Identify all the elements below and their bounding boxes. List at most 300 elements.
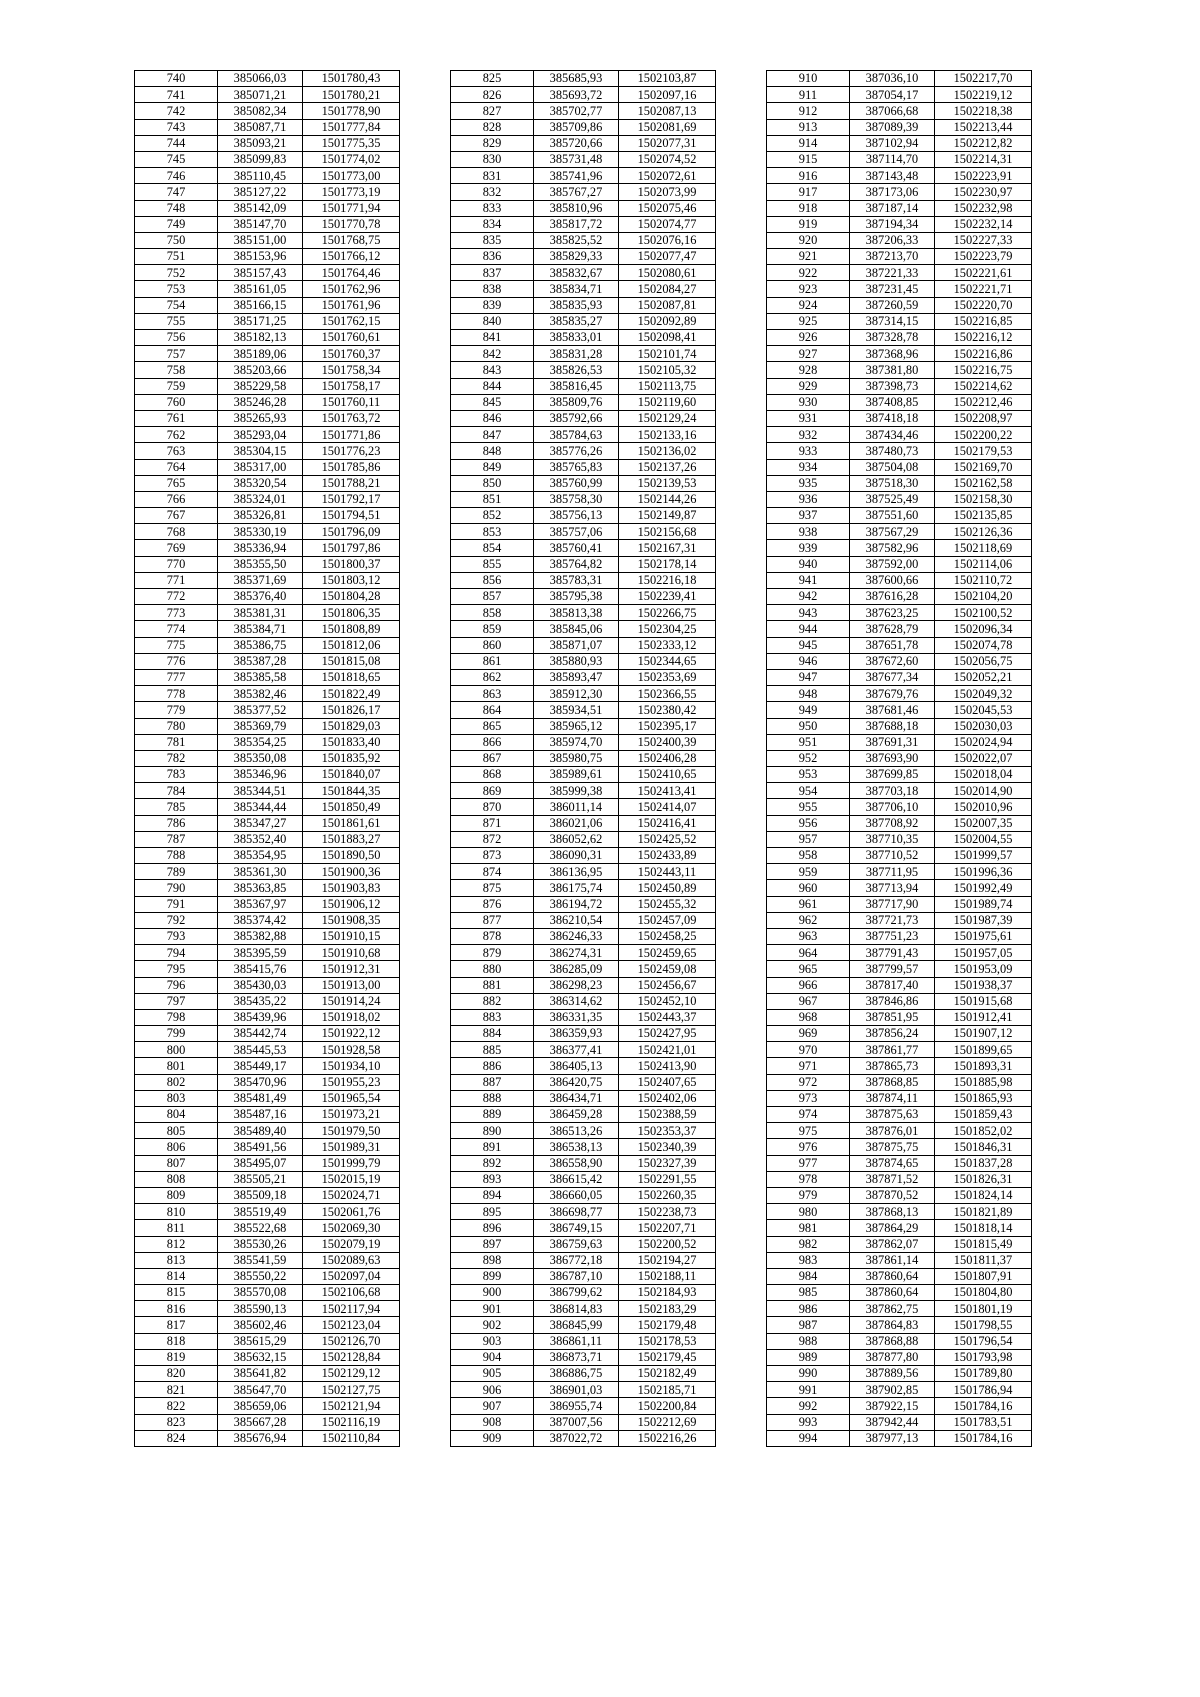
point-number-cell: 757 [135, 346, 218, 362]
table-row [767, 1236, 1032, 1252]
point-number-cell: 861 [451, 653, 534, 669]
x-coordinate-cell: 387022,72 [534, 1430, 619, 1446]
table-row [451, 443, 716, 459]
x-coordinate-cell: 387368,96 [850, 346, 935, 362]
point-number-cell: 979 [767, 1187, 850, 1203]
point-number-cell: 911 [767, 87, 850, 103]
point-number-cell: 786 [135, 815, 218, 831]
x-coordinate-cell: 385445,53 [218, 1042, 303, 1058]
x-coordinate-cell: 387114,70 [850, 151, 935, 167]
table-row [451, 87, 716, 103]
x-coordinate-cell: 387187,14 [850, 200, 935, 216]
x-coordinate-cell: 387871,52 [850, 1171, 935, 1187]
table-row [135, 459, 400, 475]
x-coordinate-cell: 385382,88 [218, 928, 303, 944]
table-row [451, 1123, 716, 1139]
y-coordinate-cell: 1501812,06 [303, 637, 400, 653]
point-number-cell: 823 [135, 1414, 218, 1430]
point-number-cell: 879 [451, 945, 534, 961]
table-row [767, 378, 1032, 394]
table-row [451, 815, 716, 831]
y-coordinate-cell: 1502327,39 [619, 1155, 716, 1171]
point-number-cell: 854 [451, 540, 534, 556]
point-number-cell: 785 [135, 799, 218, 815]
coordinate-table-body [767, 71, 1032, 1447]
point-number-cell: 868 [451, 767, 534, 783]
y-coordinate-cell: 1502169,70 [935, 459, 1032, 475]
point-number-cell: 818 [135, 1333, 218, 1349]
point-number-cell: 847 [451, 427, 534, 443]
point-number-cell: 924 [767, 297, 850, 313]
y-coordinate-cell: 1501928,58 [303, 1042, 400, 1058]
x-coordinate-cell: 387213,70 [850, 249, 935, 265]
point-number-cell: 753 [135, 281, 218, 297]
x-coordinate-cell: 385442,74 [218, 1026, 303, 1042]
point-number-cell: 857 [451, 589, 534, 605]
y-coordinate-cell: 1502340,39 [619, 1139, 716, 1155]
y-coordinate-cell: 1501804,28 [303, 589, 400, 605]
point-number-cell: 751 [135, 249, 218, 265]
table-row [767, 669, 1032, 685]
x-coordinate-cell: 387710,35 [850, 831, 935, 847]
x-coordinate-cell: 387699,85 [850, 767, 935, 783]
table-row [135, 216, 400, 232]
y-coordinate-cell: 1501821,89 [935, 1204, 1032, 1220]
x-coordinate-cell: 385641,82 [218, 1366, 303, 1382]
table-row [767, 330, 1032, 346]
x-coordinate-cell: 385632,15 [218, 1349, 303, 1365]
point-number-cell: 907 [451, 1398, 534, 1414]
x-coordinate-cell: 386314,62 [534, 993, 619, 1009]
y-coordinate-cell: 1501786,94 [935, 1382, 1032, 1398]
x-coordinate-cell: 387504,08 [850, 459, 935, 475]
x-coordinate-cell: 386660,05 [534, 1187, 619, 1203]
table-row [767, 216, 1032, 232]
point-number-cell: 931 [767, 410, 850, 426]
table-row [135, 1123, 400, 1139]
x-coordinate-cell: 385171,25 [218, 313, 303, 329]
point-number-cell: 947 [767, 669, 850, 685]
table-row [767, 767, 1032, 783]
table-row [135, 281, 400, 297]
point-number-cell: 897 [451, 1236, 534, 1252]
y-coordinate-cell: 1502223,79 [935, 249, 1032, 265]
y-coordinate-cell: 1501883,27 [303, 831, 400, 847]
y-coordinate-cell: 1501771,86 [303, 427, 400, 443]
point-number-cell: 878 [451, 928, 534, 944]
point-number-cell: 909 [451, 1430, 534, 1446]
y-coordinate-cell: 1501907,12 [935, 1026, 1032, 1042]
point-number-cell: 797 [135, 993, 218, 1009]
y-coordinate-cell: 1501912,31 [303, 961, 400, 977]
x-coordinate-cell: 387889,56 [850, 1366, 935, 1382]
y-coordinate-cell: 1502144,26 [619, 491, 716, 507]
point-number-cell: 981 [767, 1220, 850, 1236]
y-coordinate-cell: 1501806,35 [303, 605, 400, 621]
y-coordinate-cell: 1501908,35 [303, 912, 400, 928]
x-coordinate-cell: 387865,73 [850, 1058, 935, 1074]
y-coordinate-cell: 1502333,12 [619, 637, 716, 653]
point-number-cell: 769 [135, 540, 218, 556]
x-coordinate-cell: 385795,38 [534, 589, 619, 605]
table-row [451, 993, 716, 1009]
y-coordinate-cell: 1502182,49 [619, 1366, 716, 1382]
y-coordinate-cell: 1501893,31 [935, 1058, 1032, 1074]
y-coordinate-cell: 1502380,42 [619, 702, 716, 718]
table-row [767, 524, 1032, 540]
table-row [767, 1366, 1032, 1382]
y-coordinate-cell: 1502007,35 [935, 815, 1032, 831]
table-row [135, 589, 400, 605]
x-coordinate-cell: 385541,59 [218, 1252, 303, 1268]
x-coordinate-cell: 385974,70 [534, 734, 619, 750]
y-coordinate-cell: 1502188,11 [619, 1268, 716, 1284]
y-coordinate-cell: 1502074,78 [935, 637, 1032, 653]
table-row [135, 767, 400, 783]
point-number-cell: 841 [451, 330, 534, 346]
y-coordinate-cell: 1502216,18 [619, 572, 716, 588]
point-number-cell: 851 [451, 491, 534, 507]
table-row [135, 718, 400, 734]
x-coordinate-cell: 385792,66 [534, 410, 619, 426]
point-number-cell: 768 [135, 524, 218, 540]
x-coordinate-cell: 386558,90 [534, 1155, 619, 1171]
table-row [135, 1171, 400, 1187]
table-row [135, 103, 400, 119]
y-coordinate-cell: 1501796,54 [935, 1333, 1032, 1349]
point-number-cell: 939 [767, 540, 850, 556]
x-coordinate-cell: 386772,18 [534, 1252, 619, 1268]
x-coordinate-cell: 386845,99 [534, 1317, 619, 1333]
y-coordinate-cell: 1502104,20 [935, 589, 1032, 605]
table-row [767, 297, 1032, 313]
y-coordinate-cell: 1501760,61 [303, 330, 400, 346]
y-coordinate-cell: 1501773,19 [303, 184, 400, 200]
point-number-cell: 990 [767, 1366, 850, 1382]
x-coordinate-cell: 385374,42 [218, 912, 303, 928]
y-coordinate-cell: 1502010,96 [935, 799, 1032, 815]
point-number-cell: 942 [767, 589, 850, 605]
x-coordinate-cell: 385509,18 [218, 1187, 303, 1203]
point-number-cell: 888 [451, 1090, 534, 1106]
table-row [767, 637, 1032, 653]
x-coordinate-cell: 385346,96 [218, 767, 303, 783]
coordinate-table-body [135, 71, 400, 1447]
x-coordinate-cell: 385813,38 [534, 605, 619, 621]
point-number-cell: 840 [451, 313, 534, 329]
point-number-cell: 784 [135, 783, 218, 799]
point-number-cell: 891 [451, 1139, 534, 1155]
y-coordinate-cell: 1502457,09 [619, 912, 716, 928]
y-coordinate-cell: 1501915,68 [935, 993, 1032, 1009]
point-number-cell: 741 [135, 87, 218, 103]
y-coordinate-cell: 1501798,55 [935, 1317, 1032, 1333]
table-row [451, 297, 716, 313]
point-number-cell: 837 [451, 265, 534, 281]
table-row [451, 1220, 716, 1236]
point-number-cell: 984 [767, 1268, 850, 1284]
x-coordinate-cell: 387717,90 [850, 896, 935, 912]
y-coordinate-cell: 1502366,55 [619, 686, 716, 702]
table-row [135, 1398, 400, 1414]
point-number-cell: 958 [767, 848, 850, 864]
table-row [451, 330, 716, 346]
point-number-cell: 839 [451, 297, 534, 313]
y-coordinate-cell: 1502207,71 [619, 1220, 716, 1236]
table-row [767, 783, 1032, 799]
x-coordinate-cell: 387651,78 [850, 637, 935, 653]
x-coordinate-cell: 385363,85 [218, 880, 303, 896]
table-row [135, 313, 400, 329]
x-coordinate-cell: 385893,47 [534, 669, 619, 685]
y-coordinate-cell: 1502216,86 [935, 346, 1032, 362]
table-row [767, 1220, 1032, 1236]
y-coordinate-cell: 1501776,23 [303, 443, 400, 459]
y-coordinate-cell: 1502015,19 [303, 1171, 400, 1187]
y-coordinate-cell: 1501784,16 [935, 1430, 1032, 1446]
point-number-cell: 906 [451, 1382, 534, 1398]
y-coordinate-cell: 1502118,69 [935, 540, 1032, 556]
x-coordinate-cell: 386698,77 [534, 1204, 619, 1220]
x-coordinate-cell: 386886,75 [534, 1366, 619, 1382]
y-coordinate-cell: 1502077,31 [619, 135, 716, 151]
x-coordinate-cell: 387791,43 [850, 945, 935, 961]
y-coordinate-cell: 1502413,90 [619, 1058, 716, 1074]
x-coordinate-cell: 385760,41 [534, 540, 619, 556]
point-number-cell: 892 [451, 1155, 534, 1171]
point-number-cell: 901 [451, 1301, 534, 1317]
x-coordinate-cell: 385161,05 [218, 281, 303, 297]
x-coordinate-cell: 385530,26 [218, 1236, 303, 1252]
y-coordinate-cell: 1502139,53 [619, 475, 716, 491]
y-coordinate-cell: 1502110,84 [303, 1430, 400, 1446]
point-number-cell: 937 [767, 508, 850, 524]
y-coordinate-cell: 1501763,72 [303, 410, 400, 426]
x-coordinate-cell: 386136,95 [534, 864, 619, 880]
y-coordinate-cell: 1502200,52 [619, 1236, 716, 1252]
y-coordinate-cell: 1501973,21 [303, 1107, 400, 1123]
x-coordinate-cell: 385676,94 [218, 1430, 303, 1446]
y-coordinate-cell: 1502416,41 [619, 815, 716, 831]
point-number-cell: 820 [135, 1366, 218, 1382]
table-row [451, 281, 716, 297]
y-coordinate-cell: 1501768,75 [303, 232, 400, 248]
x-coordinate-cell: 387231,45 [850, 281, 935, 297]
table-row [135, 928, 400, 944]
point-number-cell: 883 [451, 1009, 534, 1025]
point-number-cell: 875 [451, 880, 534, 896]
x-coordinate-cell: 387381,80 [850, 362, 935, 378]
table-row [135, 1366, 400, 1382]
y-coordinate-cell: 1501822,49 [303, 686, 400, 702]
x-coordinate-cell: 386814,83 [534, 1301, 619, 1317]
x-coordinate-cell: 385570,08 [218, 1285, 303, 1301]
point-number-cell: 949 [767, 702, 850, 718]
point-number-cell: 923 [767, 281, 850, 297]
point-number-cell: 987 [767, 1317, 850, 1333]
point-number-cell: 940 [767, 556, 850, 572]
point-number-cell: 809 [135, 1187, 218, 1203]
x-coordinate-cell: 387672,60 [850, 653, 935, 669]
y-coordinate-cell: 1502113,75 [619, 378, 716, 394]
x-coordinate-cell: 385166,15 [218, 297, 303, 313]
y-coordinate-cell: 1502179,48 [619, 1317, 716, 1333]
point-number-cell: 980 [767, 1204, 850, 1220]
point-number-cell: 756 [135, 330, 218, 346]
x-coordinate-cell: 385757,06 [534, 524, 619, 540]
y-coordinate-cell: 1502219,12 [935, 87, 1032, 103]
x-coordinate-cell: 385153,96 [218, 249, 303, 265]
table-row [135, 1074, 400, 1090]
x-coordinate-cell: 386175,74 [534, 880, 619, 896]
x-coordinate-cell: 387860,64 [850, 1285, 935, 1301]
y-coordinate-cell: 1501865,93 [935, 1090, 1032, 1106]
point-number-cell: 900 [451, 1285, 534, 1301]
x-coordinate-cell: 387874,11 [850, 1090, 935, 1106]
point-number-cell: 788 [135, 848, 218, 864]
point-number-cell: 828 [451, 119, 534, 135]
point-number-cell: 978 [767, 1171, 850, 1187]
x-coordinate-cell: 386274,31 [534, 945, 619, 961]
point-number-cell: 926 [767, 330, 850, 346]
table-row [135, 119, 400, 135]
table-row [451, 734, 716, 750]
point-number-cell: 993 [767, 1414, 850, 1430]
point-number-cell: 754 [135, 297, 218, 313]
point-number-cell: 835 [451, 232, 534, 248]
point-number-cell: 819 [135, 1349, 218, 1365]
table-row [451, 1430, 716, 1446]
y-coordinate-cell: 1501965,54 [303, 1090, 400, 1106]
x-coordinate-cell: 387688,18 [850, 718, 935, 734]
table-row [451, 135, 716, 151]
point-number-cell: 910 [767, 71, 850, 87]
x-coordinate-cell: 387525,49 [850, 491, 935, 507]
y-coordinate-cell: 1502214,62 [935, 378, 1032, 394]
point-number-cell: 831 [451, 168, 534, 184]
table-row [135, 427, 400, 443]
table-row [451, 475, 716, 491]
table-row [135, 831, 400, 847]
table-row [451, 1171, 716, 1187]
y-coordinate-cell: 1502128,84 [303, 1349, 400, 1365]
point-number-cell: 970 [767, 1042, 850, 1058]
table-row [135, 1107, 400, 1123]
x-coordinate-cell: 385376,40 [218, 589, 303, 605]
point-number-cell: 752 [135, 265, 218, 281]
point-number-cell: 938 [767, 524, 850, 540]
x-coordinate-cell: 386285,09 [534, 961, 619, 977]
x-coordinate-cell: 385829,33 [534, 249, 619, 265]
x-coordinate-cell: 385151,00 [218, 232, 303, 248]
table-row [767, 1074, 1032, 1090]
table-row [135, 232, 400, 248]
table-row [135, 799, 400, 815]
x-coordinate-cell: 385835,93 [534, 297, 619, 313]
x-coordinate-cell: 387628,79 [850, 621, 935, 637]
table-row [767, 232, 1032, 248]
table-row [767, 1155, 1032, 1171]
x-coordinate-cell: 387846,86 [850, 993, 935, 1009]
y-coordinate-cell: 1501913,00 [303, 977, 400, 993]
x-coordinate-cell: 385361,30 [218, 864, 303, 880]
x-coordinate-cell: 387922,15 [850, 1398, 935, 1414]
point-number-cell: 843 [451, 362, 534, 378]
table-row [767, 912, 1032, 928]
table-row [451, 880, 716, 896]
point-number-cell: 932 [767, 427, 850, 443]
y-coordinate-cell: 1502425,52 [619, 831, 716, 847]
x-coordinate-cell: 385965,12 [534, 718, 619, 734]
table-row [767, 1042, 1032, 1058]
table-row [451, 459, 716, 475]
table-row [767, 119, 1032, 135]
point-number-cell: 964 [767, 945, 850, 961]
point-number-cell: 778 [135, 686, 218, 702]
table-row [767, 443, 1032, 459]
table-row [767, 87, 1032, 103]
point-number-cell: 950 [767, 718, 850, 734]
y-coordinate-cell: 1502260,35 [619, 1187, 716, 1203]
y-coordinate-cell: 1501800,37 [303, 556, 400, 572]
y-coordinate-cell: 1501808,89 [303, 621, 400, 637]
point-number-cell: 870 [451, 799, 534, 815]
y-coordinate-cell: 1502214,31 [935, 151, 1032, 167]
table-row [767, 1009, 1032, 1025]
x-coordinate-cell: 385317,00 [218, 459, 303, 475]
table-row [135, 1042, 400, 1058]
y-coordinate-cell: 1502096,34 [935, 621, 1032, 637]
x-coordinate-cell: 385481,49 [218, 1090, 303, 1106]
x-coordinate-cell: 387799,57 [850, 961, 935, 977]
x-coordinate-cell: 386210,54 [534, 912, 619, 928]
y-coordinate-cell: 1502344,65 [619, 653, 716, 669]
point-number-cell: 844 [451, 378, 534, 394]
table-row [767, 589, 1032, 605]
y-coordinate-cell: 1501785,86 [303, 459, 400, 475]
table-row [767, 1204, 1032, 1220]
y-coordinate-cell: 1502049,32 [935, 686, 1032, 702]
table-row [135, 815, 400, 831]
y-coordinate-cell: 1501766,12 [303, 249, 400, 265]
point-number-cell: 782 [135, 750, 218, 766]
y-coordinate-cell: 1501885,98 [935, 1074, 1032, 1090]
point-number-cell: 845 [451, 394, 534, 410]
point-number-cell: 822 [135, 1398, 218, 1414]
x-coordinate-cell: 387681,46 [850, 702, 935, 718]
y-coordinate-cell: 1502045,53 [935, 702, 1032, 718]
x-coordinate-cell: 385395,59 [218, 945, 303, 961]
y-coordinate-cell: 1501783,51 [935, 1414, 1032, 1430]
y-coordinate-cell: 1501818,14 [935, 1220, 1032, 1236]
x-coordinate-cell: 385758,30 [534, 491, 619, 507]
x-coordinate-cell: 387977,13 [850, 1430, 935, 1446]
y-coordinate-cell: 1502136,02 [619, 443, 716, 459]
y-coordinate-cell: 1501910,68 [303, 945, 400, 961]
point-number-cell: 762 [135, 427, 218, 443]
point-number-cell: 963 [767, 928, 850, 944]
x-coordinate-cell: 385522,68 [218, 1220, 303, 1236]
y-coordinate-cell: 1502137,26 [619, 459, 716, 475]
x-coordinate-cell: 385832,67 [534, 265, 619, 281]
table-row [451, 1187, 716, 1203]
x-coordinate-cell: 387616,28 [850, 589, 935, 605]
x-coordinate-cell: 387418,18 [850, 410, 935, 426]
table-row [767, 71, 1032, 87]
table-row [135, 653, 400, 669]
y-coordinate-cell: 1501777,84 [303, 119, 400, 135]
x-coordinate-cell: 387206,33 [850, 232, 935, 248]
